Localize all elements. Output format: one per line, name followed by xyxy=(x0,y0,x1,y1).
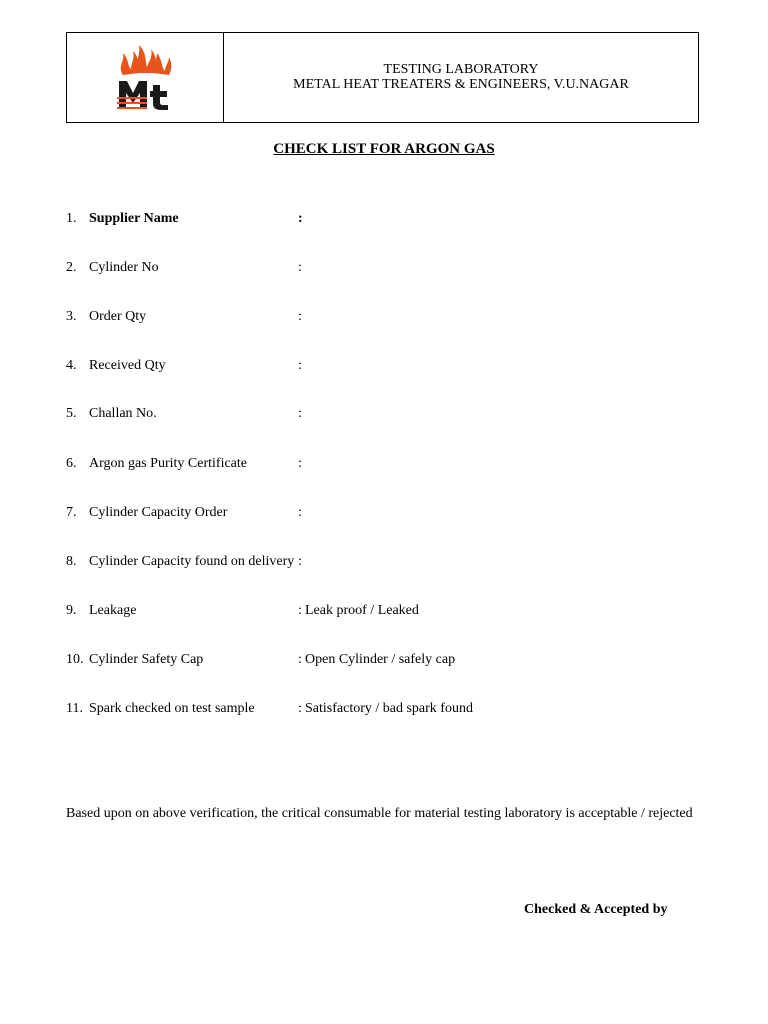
item-colon: : xyxy=(298,406,302,421)
item-label: Cylinder No xyxy=(89,260,159,275)
item-colon: : xyxy=(298,603,302,618)
item-label: Cylinder Safety Cap xyxy=(89,652,204,667)
item-colon: : xyxy=(298,652,302,667)
item-colon: : xyxy=(298,554,302,569)
item-colon: : xyxy=(298,456,302,471)
item-number: 11. xyxy=(66,701,83,716)
item-label: Supplier Name xyxy=(89,211,179,226)
item-number: 2. xyxy=(66,260,77,275)
item-value: Leak proof / Leaked xyxy=(305,603,419,618)
item-colon: : xyxy=(298,260,302,275)
item-colon: : xyxy=(298,701,302,716)
item-value: Satisfactory / bad spark found xyxy=(305,701,473,716)
item-colon: : xyxy=(298,505,302,520)
item-number: 3. xyxy=(66,309,77,324)
item-number: 8. xyxy=(66,554,77,569)
verification-statement: Based upon on above verification, the critical consumable for material testing laboratory is acceptable / rejected xyxy=(66,806,693,821)
item-number: 10. xyxy=(66,652,84,667)
item-value: Open Cylinder / safely cap xyxy=(305,652,456,667)
item-colon: : xyxy=(298,309,302,324)
lab-title xyxy=(223,62,699,92)
document-title xyxy=(0,141,768,158)
logo-cell xyxy=(67,33,224,122)
item-label: Challan No. xyxy=(89,406,157,421)
signoff-label: Checked & Accepted by xyxy=(524,902,668,917)
item-number: 9. xyxy=(66,603,77,618)
company-logo xyxy=(115,41,177,113)
header-box xyxy=(66,32,699,123)
lab-title-line2: METAL HEAT TREATERS & ENGINEERS, V.U.NAGAR xyxy=(293,77,629,92)
item-label: Received Qty xyxy=(89,358,166,373)
item-label: Order Qty xyxy=(89,309,147,324)
item-colon: : xyxy=(298,211,303,226)
item-number: 5. xyxy=(66,406,77,421)
item-label: Cylinder Capacity found on delivery xyxy=(89,554,295,569)
item-number: 4. xyxy=(66,358,77,373)
item-label: Spark checked on test sample xyxy=(89,701,255,716)
item-number: 6. xyxy=(66,456,77,471)
item-number: 1. xyxy=(66,211,77,226)
lab-title-line1: TESTING LABORATORY xyxy=(383,62,539,77)
document-title-text: CHECK LIST FOR ARGON GAS xyxy=(273,141,495,157)
item-number: 7. xyxy=(66,505,77,520)
item-label: Leakage xyxy=(89,603,137,618)
item-label: Argon gas Purity Certificate xyxy=(89,456,247,471)
item-colon: : xyxy=(298,358,302,373)
item-label: Cylinder Capacity Order xyxy=(89,505,228,520)
